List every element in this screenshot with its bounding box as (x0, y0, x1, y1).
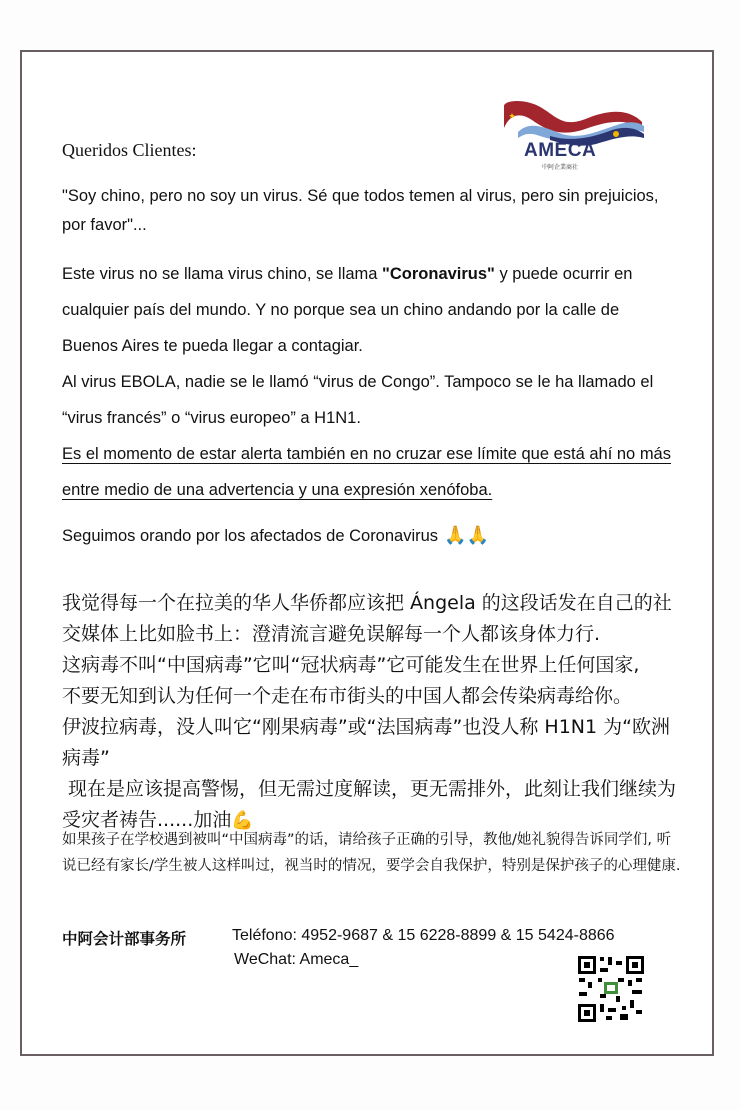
chinese-paragraph-4: 伊波拉病毒，没人叫它“刚果病毒”或“法国病毒”也没人称 H1N1 为“欧洲病毒” (62, 716, 670, 769)
chinese-text (62, 588, 682, 836)
prayer-line (62, 523, 676, 548)
paragraph-ebola: Al virus EBOLA, nadie se le llamó “virus de Congo”. Tampoco se le ha llamado el “virus francés” o “virus europeo” a H1N1. (62, 373, 654, 427)
p1-bold: "Coronavirus" (382, 265, 495, 283)
advice-paragraph: 如果孩子在学校遇到被叫“中国病毒”的话，请给孩子正确的引导，教他/她礼貌得告诉同学们, 听说已经有家长/学生被人这样叫过，视当时的情况，要学会自我保护，特别是保护孩子的心理健康. (62, 832, 681, 874)
chinese-paragraph-2: 这病毒不叫“中国病毒”它叫“冠状病毒”它可能发生在世界上任何国家, (62, 654, 640, 676)
flexed-arm-icon: 💪 (231, 810, 254, 831)
ameca-logo (496, 98, 646, 176)
paragraph-alert: Es el momento de estar alerta también en no cruzar ese límite que está ahí no más entre medio de una advertencia y una expresión xenófoba. (62, 445, 671, 499)
chinese-p5-text: 现在是应该提高警惕，但无需过度解读，更无需排外，此刻让我们继续为受灾者祷告......加油 (62, 778, 677, 831)
chinese-paragraph-1: 我觉得每一个在拉美的华人华侨都应该把 Ángela 的这段话发在自己的社交媒体上比如脸书上：澄清流言避免误解每一个人都该身体力行. (62, 592, 672, 645)
quote-paragraph: "Soy chino, pero no soy un virus. Sé que todos temen al virus, pero sin prejuicios, por favor"... (62, 187, 659, 234)
p1-before: Este virus no se llama virus chino, se llama (62, 265, 383, 283)
phone-numbers: Teléfono: 4952-9687 & 15 6228-8899 & 15 5424-8866 (232, 927, 615, 944)
logo-subtitle: 中阿企業商社 (542, 164, 579, 171)
body-text (62, 256, 676, 508)
p1-after: y puede ocurrir en cualquier país del mundo. Y no porque sea un chino andando por la calle de Buenos Aires te pueda llegar a contagiar. (62, 265, 633, 355)
logo-name: AMECA (524, 140, 597, 161)
greeting: Queridos Clientes: (62, 140, 197, 160)
qr-code-icon (576, 954, 646, 1024)
prayer-text: Seguimos orando por los afectados de Coronavirus (62, 527, 439, 545)
praying-hands-icon: 🙏🙏 (444, 525, 489, 545)
paragraph-coronavirus (62, 256, 676, 364)
wechat-id: WeChat: Ameca_ (234, 951, 359, 968)
company-name: 中阿会计部事务所 (62, 930, 187, 948)
chinese-paragraph-3: 不要无知到认为任何一个走在布市街头的中国人都会传染病毒给你。 (62, 685, 633, 707)
